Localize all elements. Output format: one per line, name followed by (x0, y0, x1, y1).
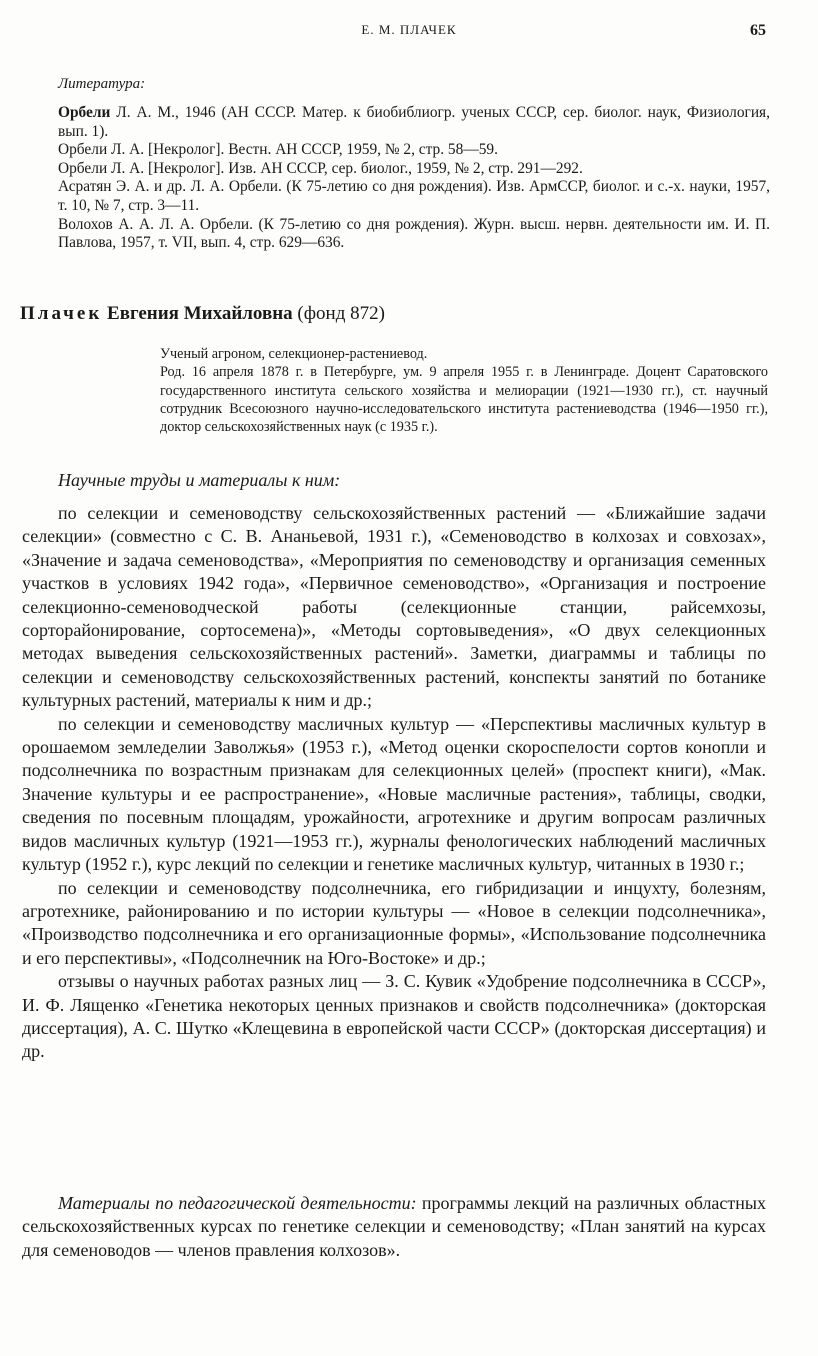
literature-entry-text: Орбели Л. А. [Некролог]. Вестн. АН СССР, 1959, № 2, стр. 58—59. (58, 141, 498, 159)
literature-entry-text: Волохов А. А. Л. А. Орбели. (К 75-летию со дня рождения). Журн. высш. нервн. деятельности им. И. П. Павлова, 1957, т. VII, вып. 4, стр. 629—636. (58, 215, 770, 252)
pedagogy-text: программы лекций на различных областных сельскохозяйственных курсах по генетике селекции и семеноводству; «План занятий на курсах для семеноводов — членов правления колхозов». (22, 1193, 766, 1260)
biography-profession: Ученый агроном, селекционер-растениевод. (160, 346, 428, 362)
literature-entry-text: Л. А. М., 1946 (АН СССР. Матер. к биобиблиогр. ученых СССР, сер. биолог. наук, Физиология, вып. 1). (58, 104, 770, 140)
running-title: Е. М. ПЛАЧЕК (361, 22, 457, 37)
pedagogy-paragraph (22, 1192, 766, 1262)
person-heading (20, 303, 780, 325)
literature-entry (58, 141, 770, 160)
biography-details: Род. 16 апреля 1878 г. в Петербурге, ум. 9 апреля 1955 г. в Ленинграде. Доцент Саратовского государственного института сельского хозяйства и мелиорации (1921—1930 гг.), ст. научный сотрудник Всесоюзного научно-исследовательского института растениеводства (1946—1950 гг.), доктор сельскохозяйственных наук (с 1935 г.). (160, 364, 768, 436)
works-heading: Научные труды и материалы к ним: (58, 470, 341, 490)
works-paragraph: отзывы о научных работах разных лиц — З. С. Кувик «Удобрение подсолнечника в СССР», И. Ф. Лященко «Генетика некоторых ценных признаков и свойств подсолнечника» (докторская диссертация), А. С. Шутко «Клещевина в европейской части СССР» (докторская диссертация) и др. (22, 971, 766, 1062)
works-paragraph: по селекции и семеноводству масличных культур — «Перспективы масличных культур в орошаемом земледелии Заволжья» (1953 г.), «Метод оценки скороспелости сортов конопли и подсолнечника по возрастным признакам для селекционных целей» (проспект книги), «Мак. Значение культуры и ее распространение», «Новые масличные растения», таблицы, сводки, сведения по посевным площадям, урожайности, агротехнике и другим вопросам различных видов масличных культур (1921—1953 гг.), журналы фенологических наблюдений масличных культур (1952 г.), курс лекций по селекции и генетике масличных культур, читанных в 1930 г.; (22, 713, 766, 875)
literature-entry (58, 216, 770, 253)
literature-heading: Литература: (58, 76, 146, 92)
person-surname: Плачек (20, 303, 103, 324)
literature-list (58, 104, 770, 253)
literature-entry-author: Орбели (58, 104, 111, 121)
person-fond: (фонд 872) (297, 303, 385, 324)
person-given-names: Евгения Михайловна (107, 303, 293, 324)
literature-entry-text: Асратян Э. А. и др. Л. А. Орбели. (К 75-летию со дня рождения). Изв. АрмССР, биолог. и с.-х. науки, 1957, т. 10, № 7, стр. 3—11. (58, 178, 770, 214)
biography (160, 345, 768, 436)
literature-entry (58, 160, 770, 179)
literature-entry (58, 104, 770, 141)
pedagogy-label: Материалы по педагогической деятельности: (58, 1193, 417, 1213)
pedagogy-section (22, 1192, 766, 1262)
works-section (22, 502, 766, 1064)
works-paragraph: по селекции и семеноводству сельскохозяйственных растений — «Ближайшие задачи селекции» (совместно с С. В. Ананьевой, 1931 г.), «Семеноводство в колхозах и совхозах», «Значение и задача семеноводства», «Мероприятия по семеноводству и организация семенных участков в условиях 1942 года», «Первичное семеноводство», «Организация и построение селекционно-семеноводческой работы (селекционные станции, райсемхозы, сорторайонирование, сортосемена)», «Методы сортовыведения», «О двух селекционных методах выведения сельскохозяйственных растений». Заметки, диаграммы и таблицы по селекции и семеноводству сельскохозяйственных растений, конспекты занятий по ботанике культурных растений, материалы к ним и др.; (22, 503, 766, 711)
works-paragraph: по селекции и семеноводству подсолнечника, его гибридизации и инцухту, болезням, агротехнике, районированию и по истории культуры — «Новое в селекции подсолнечника», «Производство подсолнечника и его организационные формы», «Использование подсолнечника и его перспективы», «Подсолнечник на Юго-Востоке» и др.; (22, 877, 766, 968)
literature-entry (58, 178, 770, 215)
page-number: 65 (750, 22, 766, 39)
literature-entry-text: Орбели Л. А. [Некролог]. Изв. АН СССР, сер. биолог., 1959, № 2, стр. 291—292. (58, 159, 583, 177)
